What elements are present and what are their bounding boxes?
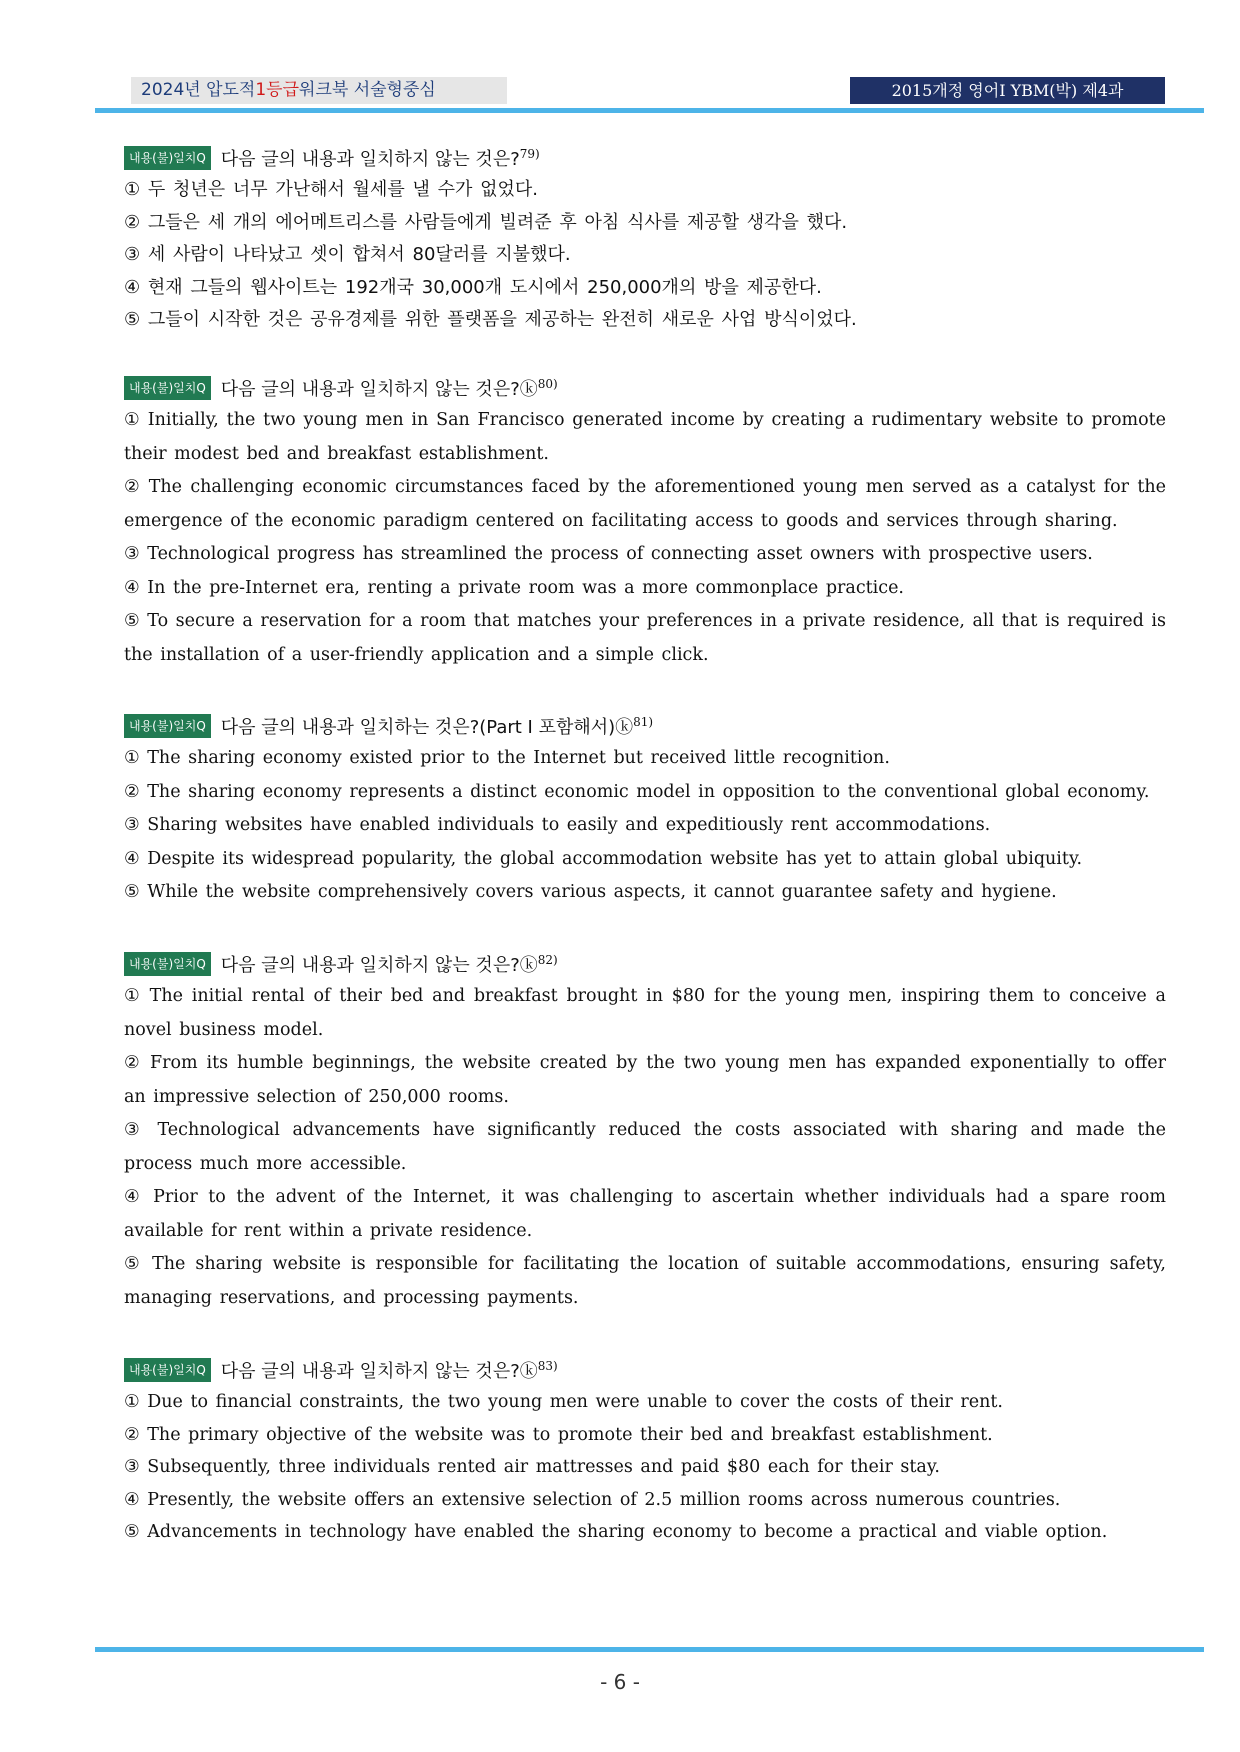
question-title	[221, 951, 558, 977]
question-header	[124, 1354, 1166, 1386]
option-3: ③ Technological progress has streamlined the process of connecting asset owners with prospective users.	[124, 544, 1093, 564]
top-divider	[95, 108, 1204, 113]
question-title-text: 다음 글의 내용과 일치하지 않는 것은?ⓚ	[220, 955, 538, 976]
option-4: ④ Prior to the advent of the Internet, it was challenging to ascertain whether individuals had a spare room available for rent within a private residence.	[124, 1187, 1166, 1241]
header-title-suffix: 워크북 서술형중심	[299, 80, 436, 100]
option-3: ③ Subsequently, three individuals rented air mattresses and paid $80 each for their stay.	[124, 1457, 940, 1477]
footnote-ref: 80)	[537, 377, 558, 391]
question-80	[124, 372, 1166, 672]
question-title-text: 다음 글의 내용과 일치하지 않는 것은?	[220, 149, 520, 170]
option-3: ③ Sharing websites have enabled individuals to easily and expeditiously rent accommodations.	[124, 815, 991, 835]
option-3: ③ Technological advancements have significantly reduced the costs associated with sharing and made the process much more accessible.	[124, 1120, 1166, 1174]
footnote-ref: 79)	[519, 147, 540, 161]
question-title	[221, 713, 653, 739]
option-1: ① The initial rental of their bed and breakfast brought in $80 for the young men, inspiring them to conceive a novel business model.	[124, 986, 1166, 1040]
question-title-text: 다음 글의 내용과 일치하지 않는 것은?ⓚ	[220, 379, 538, 400]
option-3: ③ 세 사람이 나타났고 셋이 합쳐서 80달러를 지불했다.	[124, 244, 571, 265]
question-tag: 내용(불)일치Q	[124, 1358, 211, 1382]
option-4: ④ Despite its widespread popularity, the global accommodation website has yet to attain global ubiquity.	[124, 848, 1083, 869]
footnote-ref: 83)	[537, 1359, 558, 1373]
question-title	[221, 375, 558, 401]
question-tag: 내용(불)일치Q	[124, 952, 211, 976]
option-2: ② From its humble beginnings, the website created by the two young men has expanded exponentially to offer an impressive selection of 250,000 rooms.	[124, 1053, 1166, 1107]
question-81	[124, 710, 1166, 910]
question-tag: 내용(불)일치Q	[124, 714, 211, 738]
option-4: ④ 현재 그들의 웹사이트는 192개국 30,000개 도시에서 250,000개의 방을 제공한다.	[124, 276, 822, 298]
header-title-prefix: 2024년 압도적	[141, 80, 256, 100]
option-5: ⑤ 그들이 시작한 것은 공유경제를 위한 플랫폼을 제공하는 완전히 새로운 사업 방식이었다.	[124, 309, 857, 330]
option-5: ⑤ To secure a reservation for a room that matches your preferences in a private residence, all that is required is the installation of a user-friendly application and a simple click.	[124, 611, 1166, 665]
bottom-divider	[95, 1647, 1204, 1652]
option-5: ⑤ While the website comprehensively covers various aspects, it cannot guarantee safety and hygiene.	[124, 882, 1057, 902]
option-1: ① Due to financial constraints, the two young men were unable to cover the costs of their rent.	[124, 1392, 1003, 1412]
header-course: 2015개정 영어Ⅰ YBM(박) 제4과	[850, 77, 1165, 104]
footnote-ref: 81)	[633, 715, 654, 729]
question-header	[124, 948, 1166, 980]
question-header	[124, 710, 1166, 742]
option-2: ② 그들은 세 개의 에어메트리스를 사람들에게 빌려준 후 아침 식사를 제공할 생각을 했다.	[124, 211, 848, 233]
option-1: ① The sharing economy existed prior to the Internet but received little recognition.	[124, 748, 890, 768]
option-2: ② The challenging economic circumstances faced by the aforementioned young men served as a catalyst for the emergence of the economic paradigm centered on facilitating access to goods and services through sharing.	[124, 477, 1166, 531]
question-tag: 내용(불)일치Q	[124, 146, 211, 170]
option-5: ⑤ Advancements in technology have enabled the sharing economy to become a practical and viable option.	[124, 1522, 1108, 1542]
question-83	[124, 1354, 1166, 1549]
option-4: ④ In the pre-Internet era, renting a private room was a more commonplace practice.	[124, 577, 904, 598]
question-title	[221, 145, 540, 171]
header-title-highlight: 1등급	[255, 80, 300, 100]
option-4: ④ Presently, the website offers an extensive selection of 2.5 million rooms across numerous countries.	[124, 1489, 1061, 1510]
question-header	[124, 142, 1166, 174]
question-82	[124, 948, 1166, 1315]
option-5: ⑤ The sharing website is responsible for facilitating the location of suitable accommodations, ensuring safety, managing reservations, and processing payments.	[124, 1254, 1166, 1308]
question-79	[124, 142, 1166, 337]
option-2: ② The sharing economy represents a distinct economic model in opposition to the conventional global economy.	[124, 781, 1150, 802]
option-1: ① Initially, the two young men in San Francisco generated income by creating a rudimentary website to promote their modest bed and breakfast establishment.	[124, 410, 1166, 464]
question-title-text: 다음 글의 내용과 일치하지 않는 것은?ⓚ	[220, 1361, 538, 1382]
option-1: ① 두 청년은 너무 가난해서 월세를 낼 수가 없었다.	[124, 179, 539, 200]
header-title	[131, 77, 507, 104]
question-tag: 내용(불)일치Q	[124, 376, 211, 400]
question-header	[124, 372, 1166, 404]
page-number: - 6 -	[600, 1670, 640, 1694]
option-2: ② The primary objective of the website was to promote their bed and breakfast establishment.	[124, 1424, 993, 1445]
question-title-text: 다음 글의 내용과 일치하는 것은?(Part Ⅰ 포함해서)ⓚ	[220, 717, 634, 738]
question-title	[221, 1357, 558, 1383]
footnote-ref: 82)	[537, 953, 558, 967]
